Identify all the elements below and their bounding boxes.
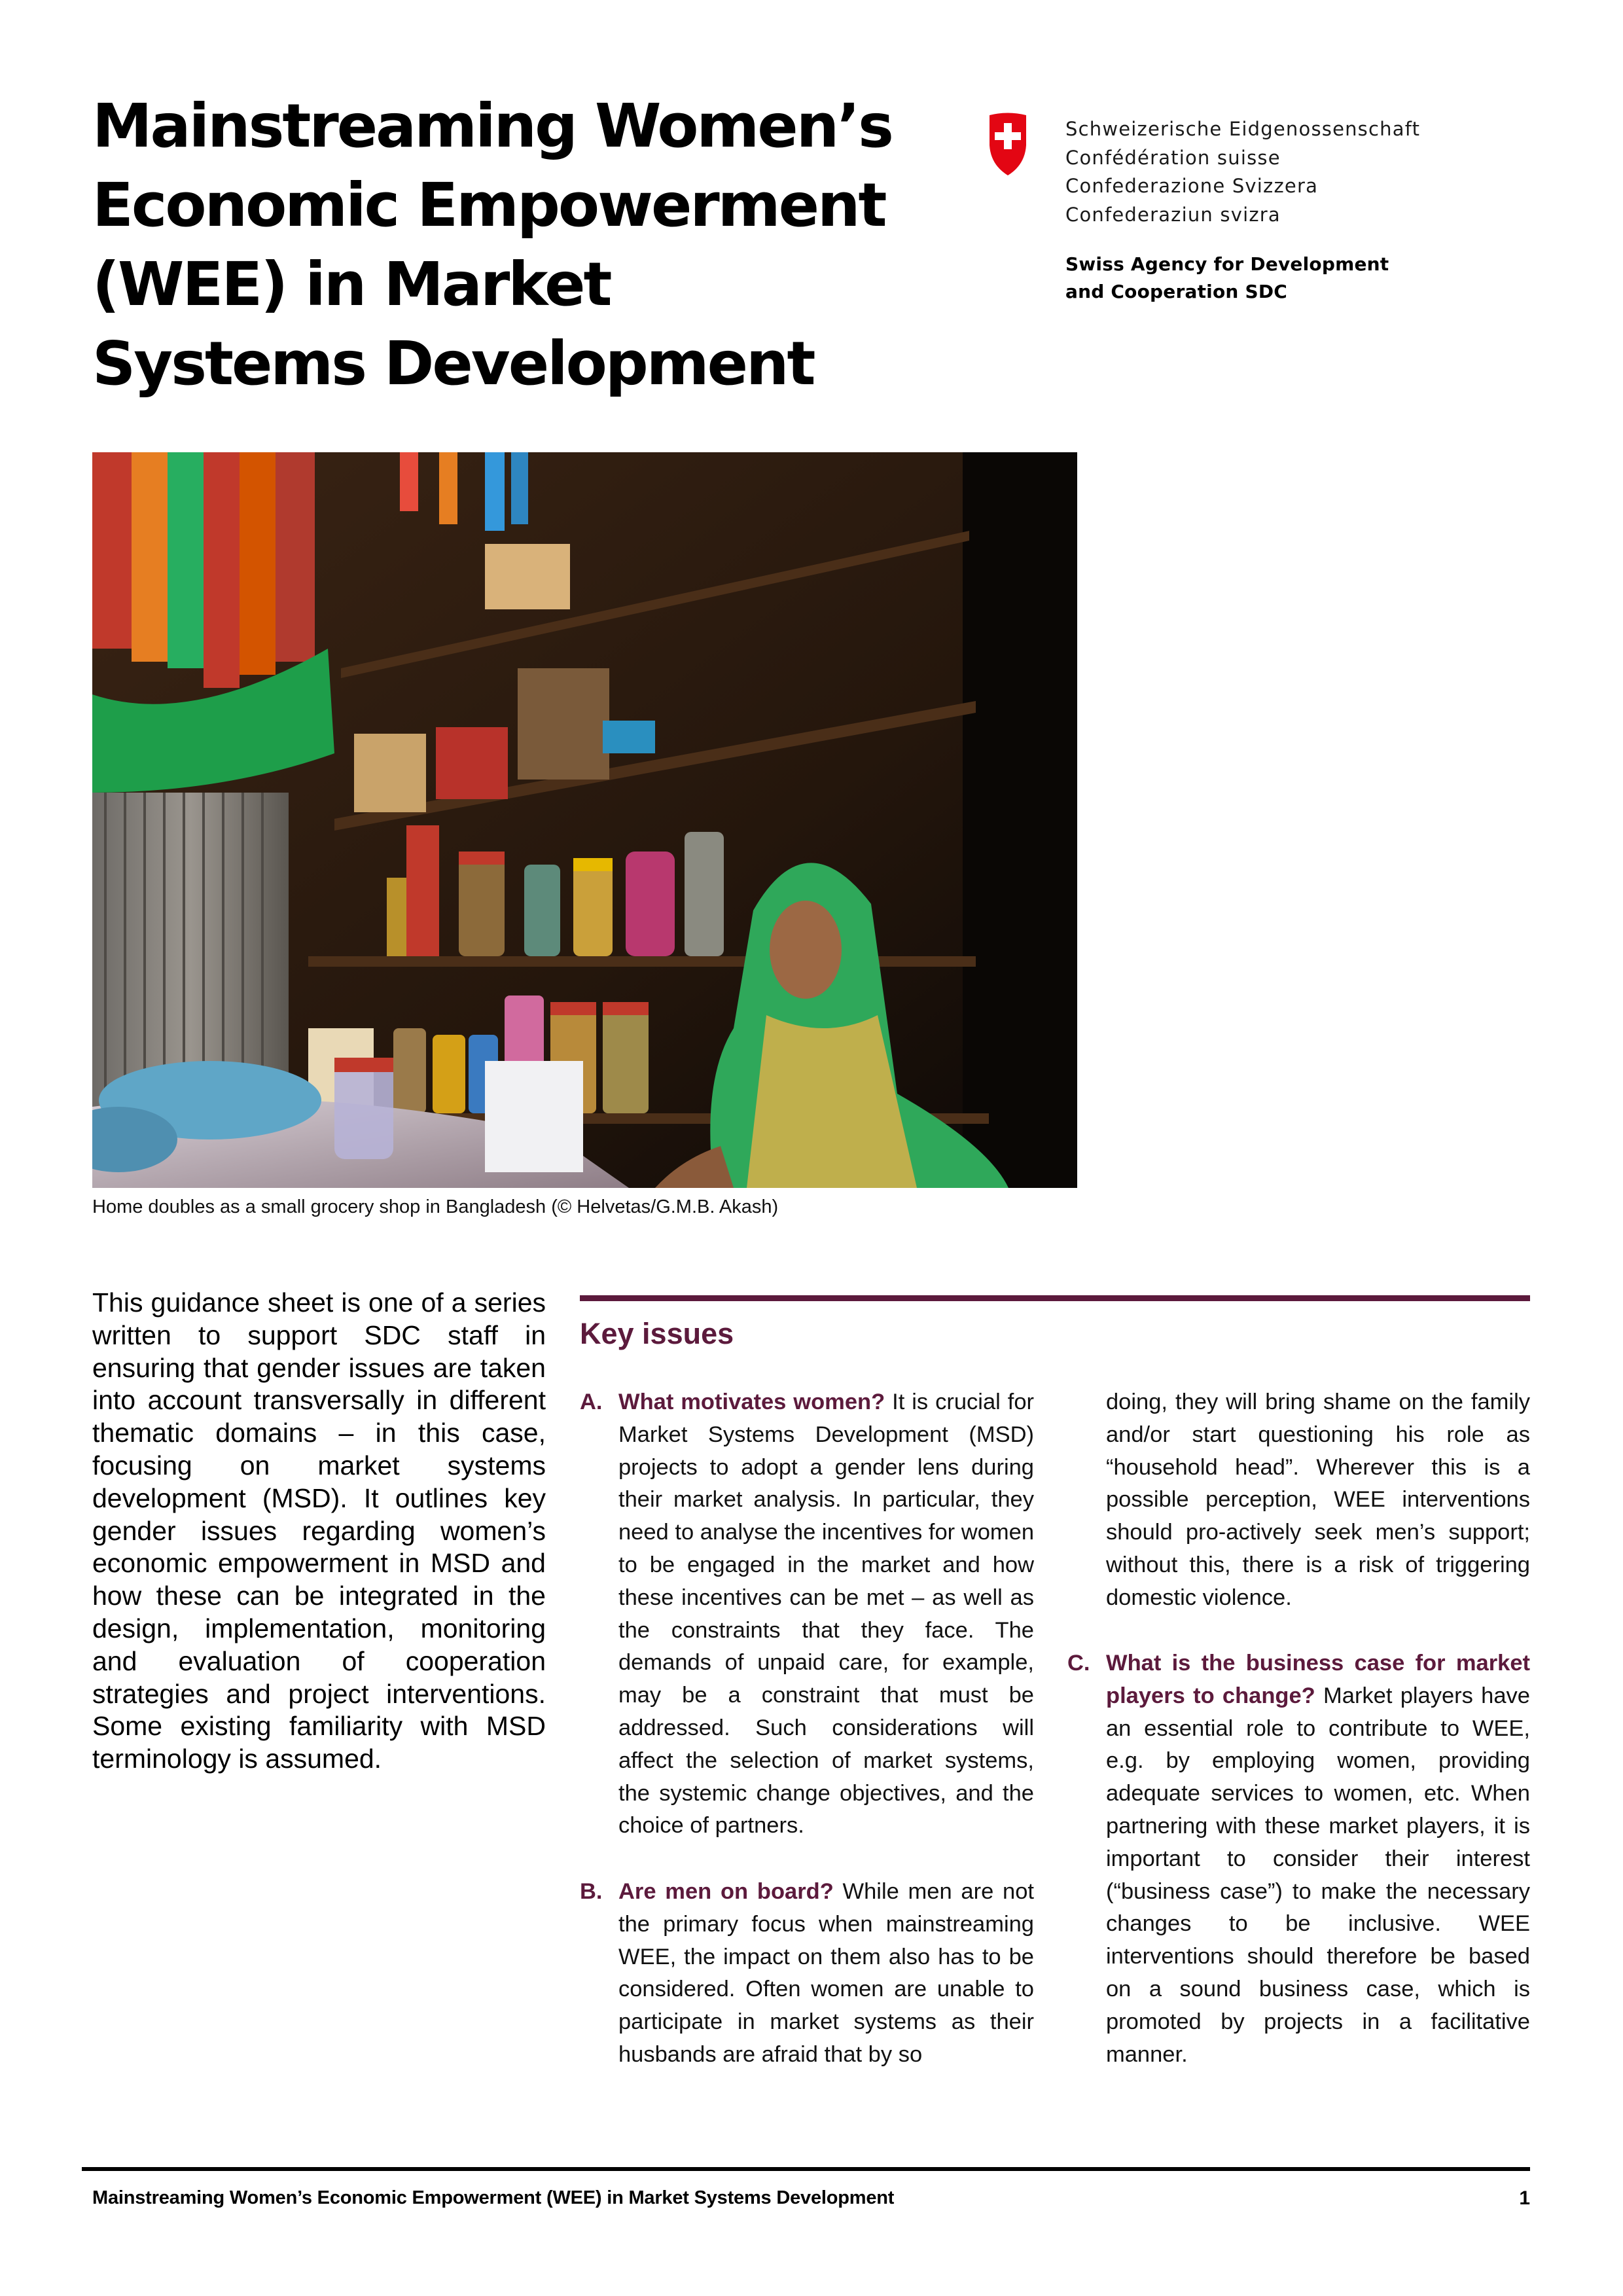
- agency-line: and Cooperation SDC: [1065, 281, 1288, 302]
- issue-item-c: [1067, 1647, 1530, 2071]
- issue-body: [618, 1386, 1034, 1842]
- swiss-shield-icon: [988, 111, 1027, 177]
- issue-item-a: [580, 1386, 1034, 1842]
- issue-text: While men are not the primary focus when mainstreaming WEE, the impact on them also has to be considered. Often women are unable to participate in market systems as their husbands are afraid that by so: [618, 1879, 1034, 2067]
- footer-title: Mainstreaming Women’s Economic Empowerment (WEE) in Market Systems Development: [92, 2187, 895, 2208]
- issue-body: [1106, 1647, 1530, 2071]
- issue-question: Are men on board?: [618, 1879, 834, 1904]
- footer-rule: [82, 2167, 1530, 2171]
- logo-name-rm: Confederaziun svizra: [1065, 203, 1281, 226]
- key-issues-heading: Key issues: [580, 1317, 734, 1350]
- issue-text: Market players have an essential role to contribute to WEE, e.g. by employing women, providing adequate services to women, etc. When partnering with these market players, it is important to consider their interest (“business case”) to make the necessary changes to be inclusive. WEE interventions should therefore be based on a sound business case, which is promoted by projects in a facilitative manner.: [1106, 1683, 1530, 2067]
- logo-name-fr: Confédération suisse: [1065, 146, 1281, 169]
- page-number: 1: [1519, 2187, 1530, 2209]
- intro-paragraph: This guidance sheet is one of a series written to support SDC staff in ensuring that gender issues are taken into account transversally in different thematic domains – in this case, focusing on market systems development (MSD). It outlines key gender issues regarding women’s economic empowerment in MSD and how these can be integrated in the design, implementation, monitoring and evaluation of cooperation strategies and project interventions. Some existing familiarity with MSD terminology is assumed.: [92, 1287, 546, 1774]
- photo-caption: Home doubles as a small grocery shop in Bangladesh (© Helvetas/G.M.B. Akash): [92, 1196, 779, 1217]
- title-line: Mainstreaming Women’s: [92, 91, 892, 161]
- sdc-logo: [988, 111, 1512, 308]
- title-line: (WEE) in Market: [92, 249, 611, 319]
- section-rule: [580, 1295, 1530, 1301]
- title-line: Systems Development: [92, 329, 814, 399]
- confederation-names: [1065, 115, 1420, 229]
- issue-letter: C.: [1067, 1651, 1090, 1676]
- issue-letter: A.: [580, 1390, 603, 1414]
- issue-letter: B.: [580, 1879, 603, 1904]
- issue-question: What motivates women?: [618, 1390, 885, 1414]
- hero-photo: [92, 452, 1077, 1188]
- issue-text: It is crucial for Market Systems Development (MSD) projects to adopt a gender lens during their market analysis. In particular, they need to analyse the incentives for women to be engaged in the market and how these incentives can be met – as well as the constraints that they face. The demands of unpaid care, for example, may be a constraint that must be addressed. Such considerations will affect the selection of market systems, the systemic change objectives, and the choice of partners.: [618, 1390, 1034, 1839]
- issue-question: What is the business case for market players to change?: [1106, 1651, 1530, 1708]
- logo-name-de: Schweizerische Eidgenossenschaft: [1065, 118, 1421, 140]
- title-line: Economic Empowerment: [92, 170, 885, 240]
- agency-name: [1065, 251, 1389, 306]
- logo-name-it: Confederazione Svizzera: [1065, 175, 1319, 197]
- issue-body: [618, 1876, 1034, 2072]
- issue-item-b: [580, 1876, 1034, 2072]
- agency-line: Swiss Agency for Development: [1065, 253, 1389, 275]
- issue-b-continuation: doing, they will bring shame on the family and/or start questioning his role as “household head”. Wherever this is a possible perception, WEE interventions should pro-actively seek men’s support; without this, there is a risk of triggering domestic violence.: [1106, 1390, 1530, 1610]
- page-title: [92, 86, 910, 403]
- shop-photo-illustration: [92, 452, 1077, 1188]
